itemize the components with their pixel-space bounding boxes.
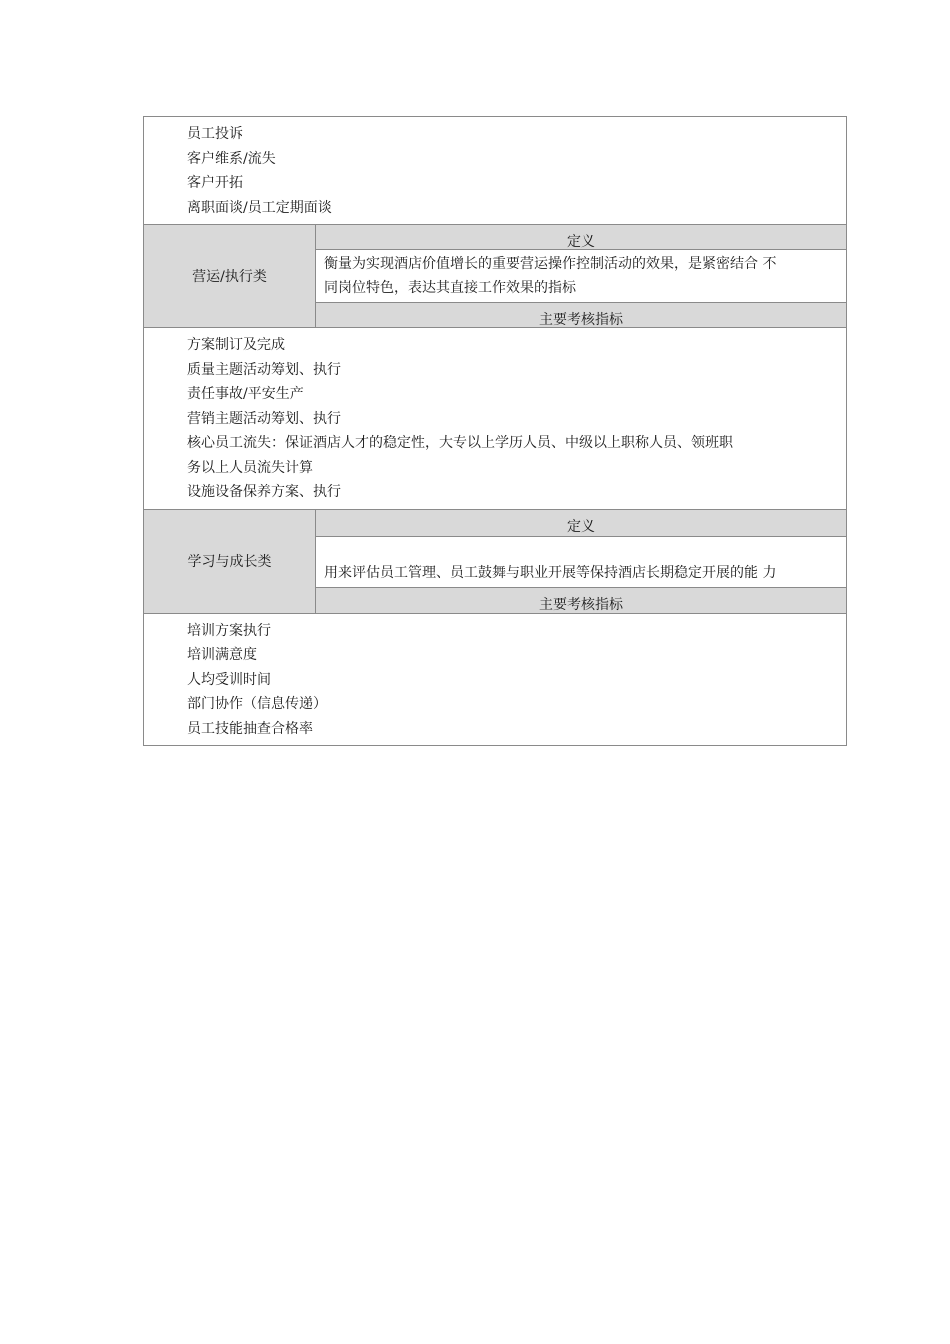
kpi-table xyxy=(143,116,847,746)
list-item: 方案制订及完成 xyxy=(187,337,285,353)
definition-line: 衡量为实现酒店价值增长的重要营运操作控制活动的效果，是紧密结合 不 xyxy=(324,256,777,273)
list-item: 培训方案执行 xyxy=(187,622,271,639)
top-kpi-list xyxy=(144,117,846,224)
kpi-header: 主要考核指标 xyxy=(316,303,846,327)
category-details-learning xyxy=(316,510,846,613)
list-item: 离职面谈/员工定期面谈 xyxy=(187,199,332,216)
operations-kpi-list xyxy=(144,328,846,509)
list-item: 员工技能抽查合格率 xyxy=(187,720,313,737)
list-item: 客户维系/流失 xyxy=(187,150,276,167)
list-item: 员工投诉 xyxy=(187,126,243,142)
learning-kpi-list xyxy=(144,614,846,746)
list-item: 部门协作（信息传递） xyxy=(187,696,327,712)
list-item: 人均受训时间 xyxy=(187,671,271,688)
definition-text xyxy=(316,536,846,588)
category-label-learning: 学习与成长类 xyxy=(144,510,316,613)
list-item: 营销主题活动筹划、执行 xyxy=(187,410,341,427)
list-item: 务以上人员流失计算 xyxy=(187,459,313,476)
definition-line: 同岗位特色，表达其直接工作效果的指标 xyxy=(324,280,576,297)
category-learning xyxy=(144,509,846,614)
category-label-operations: 营运/执行类 xyxy=(144,225,316,327)
definition-text xyxy=(316,249,846,303)
category-operations xyxy=(144,224,846,328)
list-item: 设施设备保养方案、执行 xyxy=(187,484,341,500)
list-item: 质量主题活动筹划、执行 xyxy=(187,361,341,378)
category-details-operations xyxy=(316,225,846,327)
definition-line: 用来评估员工管理、员工鼓舞与职业开展等保持酒店长期稳定开展的能 力 xyxy=(324,564,777,581)
list-item: 客户开拓 xyxy=(187,175,243,191)
list-item: 核心员工流失：保证酒店人才的稳定性，大专以上学历人员、中级以上职称人员、领班职 xyxy=(187,435,733,451)
list-item: 责任事故/平安生产 xyxy=(187,386,304,402)
definition-header: 定义 xyxy=(316,510,846,536)
definition-header: 定义 xyxy=(316,225,846,249)
kpi-header: 主要考核指标 xyxy=(316,588,846,613)
list-item: 培训满意度 xyxy=(187,647,257,663)
